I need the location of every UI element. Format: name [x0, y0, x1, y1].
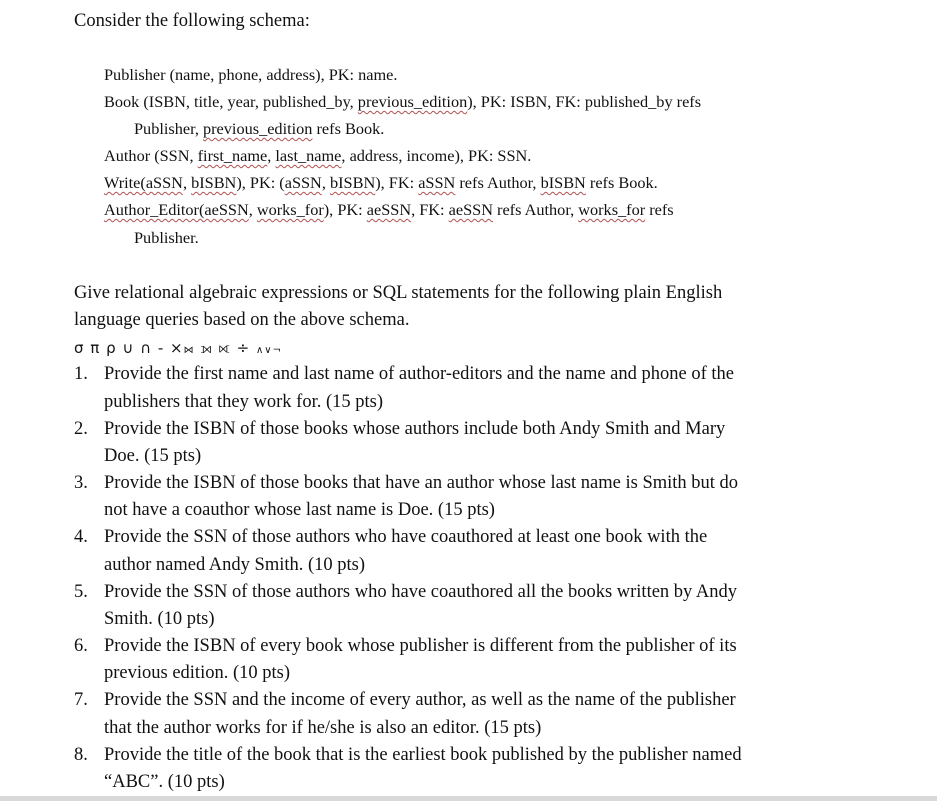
question-1 — [74, 363, 734, 385]
schema-text: , — [267, 146, 276, 165]
question-number: 1. — [74, 364, 88, 384]
question-number: 6. — [74, 636, 88, 656]
question-number: 4. — [74, 527, 88, 547]
schema-text: ), PK: ISBN, FK: published_by refs — [467, 92, 702, 111]
schema-author — [104, 145, 531, 167]
question-3 — [74, 472, 738, 494]
schema-text: ), PK: — [323, 200, 367, 219]
schema-text: ), PK: ( — [236, 173, 285, 192]
question-1-cont: publishers that they work for. (15 pts) — [104, 392, 383, 412]
question-2-cont: Doe. (15 pts) — [104, 446, 202, 466]
question-7 — [74, 689, 736, 711]
schema-text: refs Author, — [455, 173, 541, 192]
schema-text: Book (ISBN, title, year, published_by, — [104, 92, 358, 111]
schema-text: , FK: — [411, 200, 449, 219]
question-number: 7. — [74, 690, 88, 710]
spellcheck-term: aSSN — [418, 173, 456, 192]
question-number: 3. — [74, 473, 88, 493]
spellcheck-term: bISBN — [540, 173, 586, 192]
question-8-cont: “ABC”. (10 pts) — [104, 772, 225, 792]
question-8 — [74, 744, 742, 766]
question-text: Provide the SSN of those authors who have coauthored all the books written by Andy — [104, 582, 738, 602]
question-text: Provide the SSN of those authors who have coauthored at least one book with the — [104, 527, 708, 547]
operator-symbols — [74, 337, 282, 362]
spellcheck-term: bISBN — [329, 173, 376, 192]
spellcheck-term: first_name — [197, 146, 268, 165]
intro-text: Consider the following schema: — [74, 11, 310, 31]
schema-text: refs — [645, 200, 674, 219]
spellcheck-term: aSSN — [284, 173, 322, 192]
spellcheck-term: works_for — [578, 200, 646, 219]
spellcheck-term: previous_edition — [357, 92, 468, 111]
schema-text: ), FK: — [375, 173, 419, 192]
question-number: 8. — [74, 745, 88, 765]
spellcheck-term: Author_Editor(aeSSN — [104, 200, 249, 219]
schema-text: refs Book. — [312, 119, 385, 138]
schema-book-line2 — [134, 118, 384, 140]
schema-text: , — [321, 173, 330, 192]
question-4 — [74, 526, 707, 548]
question-number: 2. — [74, 419, 88, 439]
schema-publisher: Publisher (name, phone, address), PK: name. — [104, 65, 398, 84]
spellcheck-term: bISBN — [191, 173, 237, 192]
schema-book-line1 — [104, 91, 701, 113]
question-number: 5. — [74, 582, 88, 602]
schema-text: Author (SSN, — [104, 146, 198, 165]
natural-join-symbol: ⋈ — [183, 345, 195, 356]
spellcheck-term: aeSSN — [366, 200, 412, 219]
question-text: Provide the title of the book that is the earliest book published by the publisher named — [104, 745, 742, 765]
page-bottom-edge — [0, 796, 937, 801]
question-4-cont: author named Andy Smith. (10 pts) — [104, 555, 366, 575]
instructions-line1: Give relational algebraic expressions or SQL statements for the following plain English — [74, 283, 723, 303]
question-text: Provide the ISBN of every book whose publisher is different from the publisher of its — [104, 636, 737, 656]
outer-join-symbols: ⟕ ⟖ — [200, 339, 231, 357]
schema-text: , address, income), PK: SSN. — [341, 146, 532, 165]
question-text: Provide the SSN and the income of every author, as well as the name of the publisher — [104, 690, 736, 710]
schema-text: refs Author, — [492, 200, 579, 219]
question-7-cont: that the author works for if he/she is also an editor. (15 pts) — [104, 718, 542, 738]
question-5-cont: Smith. (10 pts) — [104, 609, 215, 629]
question-5 — [74, 581, 737, 603]
question-3-cont: not have a coauthor whose last name is Doe. (15 pts) — [104, 500, 495, 520]
divide-symbol: ÷ — [236, 339, 251, 357]
spellcheck-term: Write(aSSN — [104, 173, 183, 192]
question-2 — [74, 418, 725, 440]
question-text: Provide the first name and last name of author-editors and the name and phone of the — [104, 364, 734, 384]
instructions-line2: language queries based on the above schema. — [74, 310, 410, 330]
operators-main: σ π ρ ∪ ∩ - × — [74, 339, 184, 357]
question-6 — [74, 635, 737, 657]
schema-text: Publisher, — [134, 119, 203, 138]
spellcheck-term: works_for — [256, 200, 324, 219]
spellcheck-term: previous_edition — [203, 119, 313, 138]
logic-symbols: ∧∨¬ — [255, 345, 282, 356]
question-text: Provide the ISBN of those books that have an author whose last name is Smith but do — [104, 473, 739, 493]
spellcheck-term: aeSSN — [448, 200, 493, 219]
schema-text: , — [248, 200, 257, 219]
schema-text: refs Book. — [585, 173, 658, 192]
schema-author-editor-line2: Publisher. — [134, 228, 199, 247]
question-text: Provide the ISBN of those books whose authors include both Andy Smith and Mary — [104, 419, 726, 439]
spellcheck-term: last_name — [275, 146, 342, 165]
schema-text: , — [182, 173, 192, 192]
question-6-cont: previous edition. (10 pts) — [104, 663, 291, 683]
schema-author-editor-line1 — [104, 199, 674, 221]
schema-write — [104, 172, 658, 194]
